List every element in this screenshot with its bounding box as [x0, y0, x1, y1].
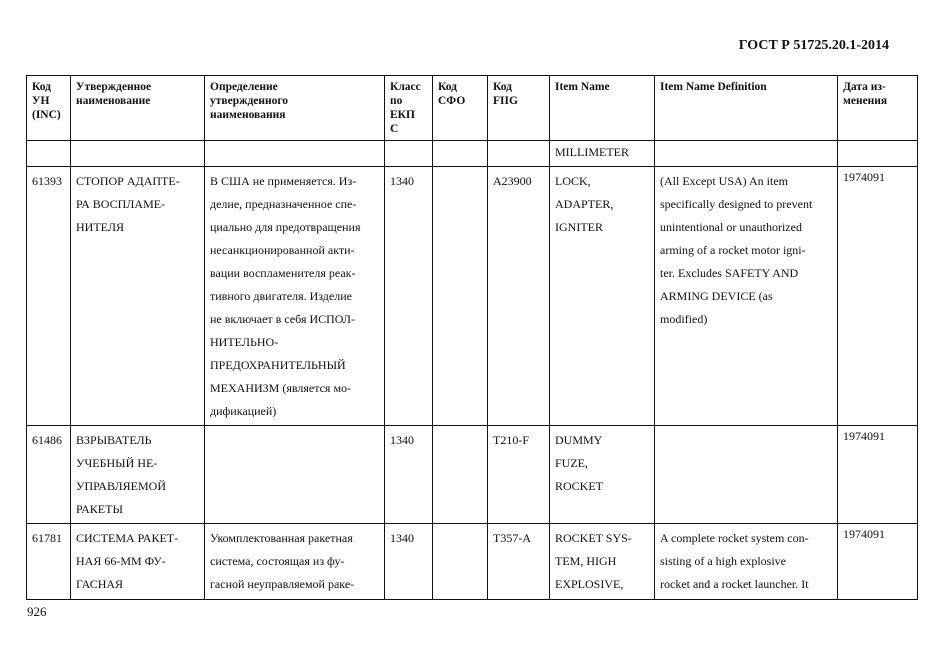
- cell-class: 1340: [385, 167, 433, 426]
- cell-class: 1340: [385, 524, 433, 600]
- col-header-sfo: Код СФО: [433, 76, 488, 141]
- cell-inc: 61781: [27, 524, 71, 600]
- col-header-approved-name: Утвержденное наименование: [71, 76, 205, 141]
- col-header-fiig: Код FIIG: [488, 76, 550, 141]
- document-code: ГОСТ Р 51725.20.1-2014: [738, 38, 889, 53]
- cell-item-name: DUMMY FUZE, ROCKET: [550, 426, 655, 524]
- cell-fiig: T210-F: [488, 426, 550, 524]
- cell-date: 1974091: [838, 167, 918, 426]
- cell-item-definition: A complete rocket system con- sisting of a high explosive rocket and a rocket launcher. It: [655, 524, 838, 600]
- cell-fiig: T357-A: [488, 524, 550, 600]
- table-row-continuation: [27, 141, 918, 167]
- cell-date: 1974091: [838, 426, 918, 524]
- cell-inc: 61486: [27, 426, 71, 524]
- cell-approved-name: ВЗРЫВАТЕЛЬ УЧЕБНЫЙ НЕ- УПРАВЛЯЕМОЙ РАКЕТЫ: [71, 426, 205, 524]
- col-header-change-date: Дата из- менения: [838, 76, 918, 141]
- cell-item-name: ROCKET SYS- TEM, HIGH EXPLOSIVE,: [550, 524, 655, 600]
- table-row: [27, 426, 918, 524]
- cell-definition: [205, 426, 385, 524]
- col-header-item-name: Item Name: [550, 76, 655, 141]
- cell-item-name: LOCK, ADAPTER, IGNITER: [550, 167, 655, 426]
- cell-sfo: [433, 426, 488, 524]
- col-header-item-name-definition: Item Name Definition: [655, 76, 838, 141]
- cell-approved-name: СТОПОР АДАПТЕ- РА ВОСПЛАМЕ- НИТЕЛЯ: [71, 167, 205, 426]
- cell-item-definition: (All Except USA) An item specifically designed to prevent unintentional or unauthorized arming of a rocket motor igni- ter. Excludes SAFETY AND ARMING DEVICE (as modified): [655, 167, 838, 426]
- cell-sfo: [433, 524, 488, 600]
- col-header-class: Класс по ЕКП С: [385, 76, 433, 141]
- page-number: 926: [27, 604, 47, 619]
- cell-item-definition: [655, 426, 838, 524]
- col-header-inc: Код УН (INC): [27, 76, 71, 141]
- cell-fiig: A23900: [488, 167, 550, 426]
- cell-definition: Укомплектованная ракетная система, состоящая из фу- гасной неуправляемой раке-: [205, 524, 385, 600]
- cell-item-name: MILLIMETER: [550, 141, 655, 167]
- col-header-definition: Определение утвержденного наименования: [205, 76, 385, 141]
- cell-sfo: [433, 167, 488, 426]
- catalog-table: [26, 75, 918, 600]
- cell-approved-name: СИСТЕМА РАКЕТ- НАЯ 66-ММ ФУ- ГАСНАЯ: [71, 524, 205, 600]
- cell-definition: В США не применяется. Из- делие, предназначенное спе- циально для предотвращения несанкционированной акти- вации воспламенителя реак- тивного двигателя. Изделие не включает в себя ИСПОЛ- НИТЕЛЬНО- ПРЕДОХРАНИТЕЛЬНЫЙ МЕХАНИЗМ (является мо- дификацией): [205, 167, 385, 426]
- cell-class: 1340: [385, 426, 433, 524]
- table-header-row: [27, 76, 918, 141]
- cell-inc: 61393: [27, 167, 71, 426]
- table-row: [27, 524, 918, 600]
- cell-date: 1974091: [838, 524, 918, 600]
- table-row: [27, 167, 918, 426]
